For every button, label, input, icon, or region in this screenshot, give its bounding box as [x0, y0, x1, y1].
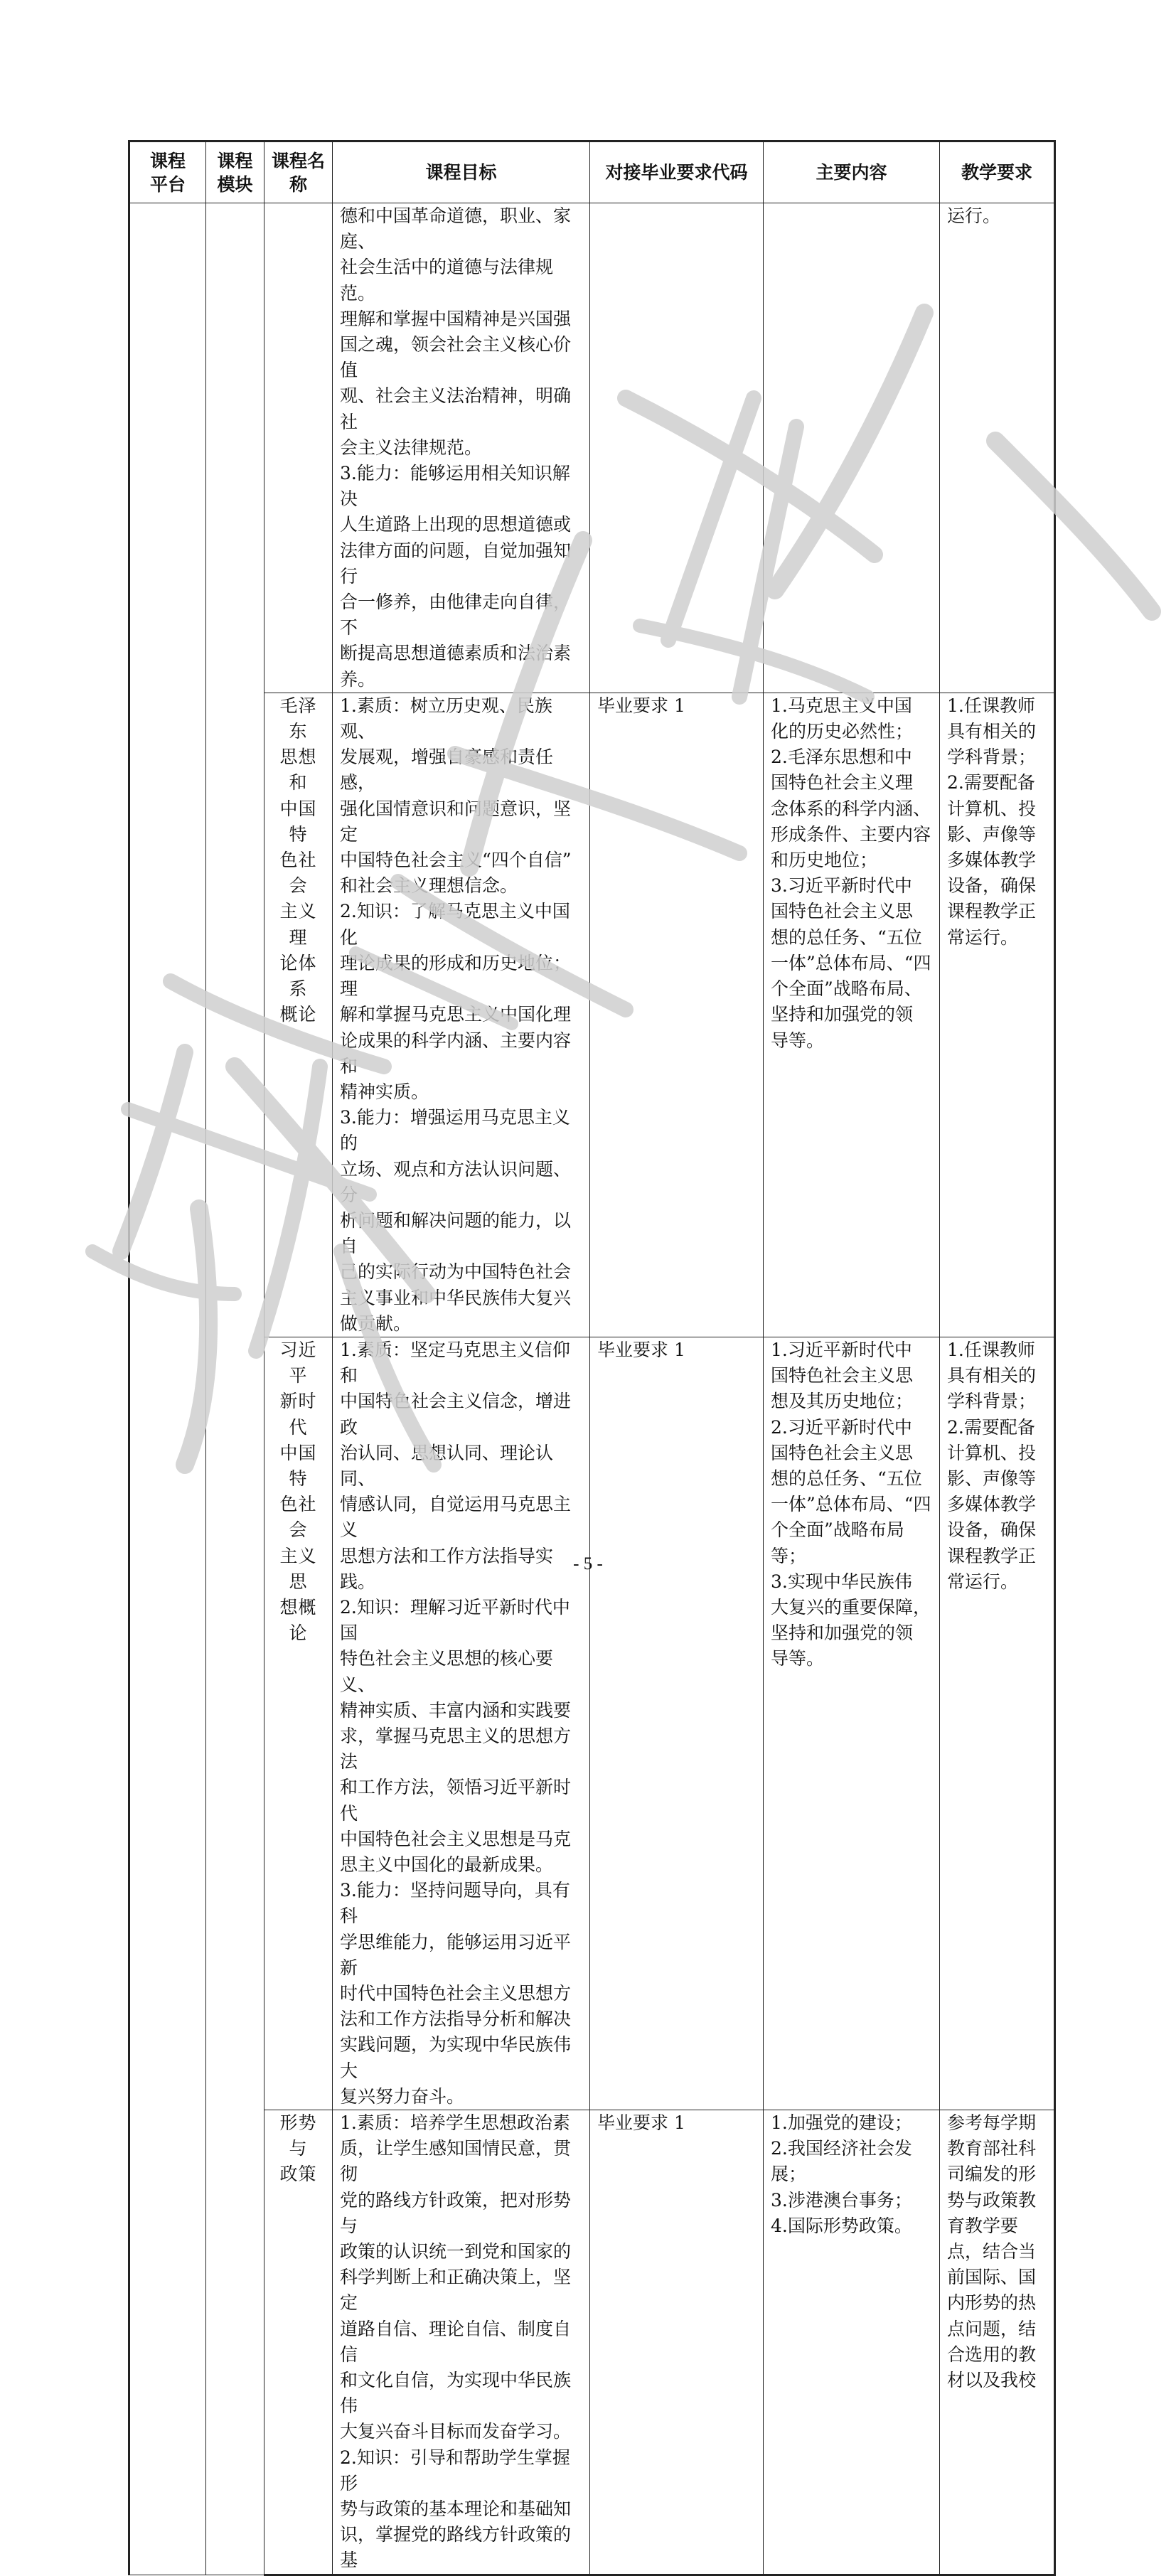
requirement-code-cell [590, 203, 764, 693]
module-cell [206, 203, 264, 2575]
requirement-code-cell: 毕业要求 1 [590, 1337, 764, 2110]
objectives-cell: 德和中国革命道德，职业、家庭、 社会生活中的道德与法律规范。 理解和掌握中国精神是兴国强 国之魂，领会社会主义核心价值 观、社会主义法治精神，明确社 会主义法律规范。 3.能力：能够运用相关知识解决 人生道路上出现的思想道德或 法律方面的问题，自觉加强知行 合一修养，由他律走向自律，不 断提高思想道德素质和法治素 养。 [333, 203, 590, 693]
header-platform: 课程 平台 [129, 141, 206, 203]
main-content-cell: 1.习近平新时代中 国特色社会主义思 想及其历史地位； 2.习近平新时代中 国特色社会主义思 想的总任务、“五位 一体”总体布局、“四 个全面”战略布局 等； 3.实现中华民族伟 大复兴的重要保障， 坚持和加强党的领 导等。 [764, 1337, 940, 2110]
course-name-cell: 形势与 政策 [264, 2110, 333, 2575]
table-row [129, 203, 1055, 693]
header-course-name: 课程名 称 [264, 141, 333, 203]
requirement-code-cell: 毕业要求 1 [590, 693, 764, 1337]
course-name-cell: 习近平 新时代 中国特 色社会 主义思 想概论 [264, 1337, 333, 2110]
main-content-cell [764, 203, 940, 693]
course-name-cell [264, 203, 333, 693]
header-module: 课程 模块 [206, 141, 264, 203]
main-content-cell: 1.加强党的建设； 2.我国经济社会发 展； 3.涉港澳台事务； 4.国际形势政策。 [764, 2110, 940, 2575]
objectives-cell: 1.素质：树立历史观、民族观、 发展观，增强自豪感和责任感， 强化国情意识和问题意识，坚定 中国特色社会主义“四个自信” 和社会主义理想信念。 2.知识：了解马克思主义中国化 理论成果的形成和历史地位；理 解和掌握马克思主义中国化理 论成果的科学内涵、主要内容和 精神实质。 3.能力：增强运用马克思主义的 立场、观点和方法认识问题、分 析问题和解决问题的能力，以自 己的实际行动为中国特色社会 主义事业和中华民族伟大复兴 做贡献。 [333, 693, 590, 1337]
objectives-cell: 1.素质：培养学生思想政治素 质，让学生感知国情民意，贯彻 党的路线方针政策，把对形势与 政策的认识统一到党和国家的 科学判断上和正确决策上，坚定 道路自信、理论自信、制度自信 和文化自信，为实现中华民族伟 大复兴奋斗目标而发奋学习。 2.知识：引导和帮助学生掌握形 势与政策的基本理论和基础知 识，掌握党的路线方针政策的基 [333, 2110, 590, 2575]
teaching-requirements-cell: 1.任课教师 具有相关的 学科背景； 2.需要配备 计算机、投 影、声像等 多媒体教学 设备，确保 课程教学正 常运行。 [940, 693, 1055, 1337]
header-main-content: 主要内容 [764, 141, 940, 203]
table-header-row [129, 141, 1055, 203]
teaching-requirements-cell: 1.任课教师 具有相关的 学科背景； 2.需要配备 计算机、投 影、声像等 多媒体教学 设备，确保 课程教学正 常运行。 [940, 1337, 1055, 2110]
course-name-cell: 毛泽东 思想和 中国特 色社会 主义理 论体系 概论 [264, 693, 333, 1337]
header-requirement-code: 对接毕业要求代码 [590, 141, 764, 203]
header-objectives: 课程目标 [333, 141, 590, 203]
main-content-cell: 1.马克思主义中国 化的历史必然性； 2.毛泽东思想和中 国特色社会主义理 念体系的科学内涵、 形成条件、主要内容 和历史地位； 3.习近平新时代中 国特色社会主义思 想的总任务、“五位 一体”总体布局、“四 个全面”战略布局、 坚持和加强党的领 导等。 [764, 693, 940, 1337]
platform-cell [129, 203, 206, 2575]
course-table [128, 140, 1056, 2576]
requirement-code-cell: 毕业要求 1 [590, 2110, 764, 2575]
header-teaching-requirements: 教学要求 [940, 141, 1055, 203]
table-row [129, 693, 1055, 1337]
teaching-requirements-cell: 运行。 [940, 203, 1055, 693]
objectives-cell: 1.素质：坚定马克思主义信仰和 中国特色社会主义信念，增进政 治认同、思想认同、理论认同、 情感认同，自觉运用马克思主义 思想方法和工作方法指导实践。 2.知识：理解习近平新时代中国 特色社会主义思想的核心要义、 精神实质、丰富内涵和实践要 求，掌握马克思主义的思想方法 和工作方法，领悟习近平新时代 中国特色社会主义思想是马克 思主义中国化的最新成果。 3.能力：坚持问题导向，具有科 学思维能力，能够运用习近平新 时代中国特色社会主义思想方 法和工作方法指导分析和解决 实践问题，为实现中华民族伟大 复兴努力奋斗。 [333, 1337, 590, 2110]
page-number: - 5 - [573, 1554, 603, 1573]
table-row [129, 1337, 1055, 2110]
table-row [129, 2110, 1055, 2575]
teaching-requirements-cell: 参考每学期 教育部社科 司编发的形 势与政策教 育教学要 点，结合当 前国际、国 内形势的热 点问题，结 合选用的教 材以及我校 [940, 2110, 1055, 2575]
